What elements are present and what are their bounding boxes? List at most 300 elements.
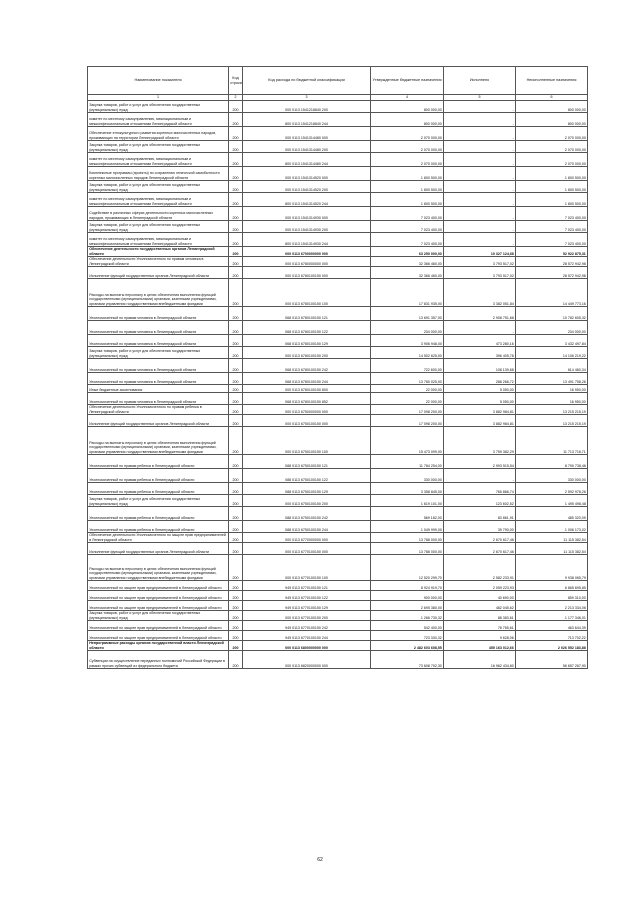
row-name: Закупка товаров, работ и услуг для обеспечения государственных (муниципальных) нужд: [88, 101, 229, 113]
row-line-code: 200: [229, 181, 243, 193]
row-name: Расходы на выплаты персоналу в целях обеспечения выполнения функций государственными (муниципальными) органами, казенными учреждениями, органами управления государственными внебюджетными фондами: [88, 279, 229, 307]
row-approved-amount: 1 800 500,00: [371, 167, 444, 181]
table-row: [88, 141, 588, 153]
table-header-row: [88, 67, 588, 95]
row-executed-amount: 9 628,06: [444, 631, 516, 641]
row-unexecuted-amount: 52 922 875,31: [516, 247, 588, 257]
row-executed-amount: 288 266,72: [444, 373, 516, 385]
table-row: [88, 533, 588, 543]
row-approved-amount: 900 000,00: [371, 591, 444, 601]
row-line-code: 200: [229, 507, 243, 521]
table-row: [88, 335, 588, 347]
row-budget-code: 000 0113 6770000000 000: [243, 533, 371, 543]
row-budget-code: 000 0113 6780000000 000: [243, 257, 371, 267]
row-executed-amount: 2 582 233,91: [444, 555, 516, 581]
row-approved-amount: 17 098 200,00: [371, 415, 444, 427]
row-unexecuted-amount: 1 800 500,00: [516, 193, 588, 207]
row-budget-code: 000 0113 1541314930 000: [243, 207, 371, 221]
row-executed-amount: 3 882 984,81: [444, 405, 516, 415]
row-approved-amount: 569 182,00: [371, 507, 444, 521]
row-name: Закупка товаров, работ и услуг для обеспечения государственных (муниципальных) нужд: [88, 181, 229, 193]
row-approved-amount: 13 691 357,00: [371, 307, 444, 321]
row-budget-code: 088 0113 6750100150 122: [243, 469, 371, 483]
row-budget-code: 949 0113 6770100150 122: [243, 591, 371, 601]
table-row: [88, 307, 588, 321]
row-unexecuted-amount: 2 070 000,00: [516, 127, 588, 141]
row-line-code: 200: [229, 611, 243, 621]
table-row: [88, 101, 588, 113]
row-line-code: 200: [229, 233, 243, 247]
table-row: [88, 483, 588, 495]
row-name: Обеспечение этнокультурного развития коренных малочисленных народов, проживающих на территории Ленинградской области: [88, 127, 229, 141]
row-name: Непрограммные расходы органов государственной власти Ленинградской области: [88, 641, 229, 651]
row-executed-amount: 3 793 517,02: [444, 267, 516, 279]
row-budget-code: 000 0113 6700000000 000: [243, 247, 371, 257]
row-name: Уполномоченный по правам ребенка в Ленинградской области: [88, 469, 229, 483]
row-budget-code: 000 0113 1541314930 200: [243, 221, 371, 233]
row-line-code: 200: [229, 469, 243, 483]
row-line-code: 200: [229, 385, 243, 393]
row-unexecuted-amount: 7 023 400,00: [516, 221, 588, 233]
row-approved-amount: 13 788 000,00: [371, 543, 444, 555]
row-approved-amount: 8 924 919,70: [371, 581, 444, 591]
row-name: Уполномоченный по правам ребенка в Ленинградской области: [88, 455, 229, 469]
row-budget-code: 000 0113 6780100150 100: [243, 279, 371, 307]
row-budget-code: 800 0113 1541314930 244: [243, 233, 371, 247]
row-budget-code: 800 0113 1541314480 244: [243, 153, 371, 167]
row-line-code: 200: [229, 427, 243, 455]
row-line-code: 200: [229, 347, 243, 359]
table-row: [88, 257, 588, 267]
table-row: [88, 611, 588, 621]
row-name: Закупка товаров, работ и услуг для обеспечения государственных (муниципальных) нужд: [88, 611, 229, 621]
row-line-code: 200: [229, 321, 243, 335]
row-approved-amount: 330 000,00: [371, 469, 444, 483]
row-unexecuted-amount: 10 782 605,32: [516, 307, 588, 321]
row-executed-amount: -: [444, 207, 516, 221]
row-executed-amount: 83 861,91: [444, 507, 516, 521]
row-unexecuted-amount: 16 950,00: [516, 385, 588, 393]
row-name: Исполнение функций государственных органов Ленинградской области: [88, 415, 229, 427]
row-name: Уполномоченный по защите прав предпринимателей в Ленинградской области: [88, 591, 229, 601]
row-approved-amount: 22 000,00: [371, 385, 444, 393]
row-approved-amount: 22 000,00: [371, 393, 444, 405]
row-line-code: 200: [229, 307, 243, 321]
row-line-code: 200: [229, 221, 243, 233]
row-line-code: 200: [229, 247, 243, 257]
table-row: [88, 651, 588, 669]
table-row: [88, 393, 588, 405]
row-executed-amount: 5 050,00: [444, 393, 516, 405]
row-approved-amount: 1 800 500,00: [371, 181, 444, 193]
row-unexecuted-amount: 6 865 695,85: [516, 581, 588, 591]
row-line-code: 200: [229, 279, 243, 307]
header-budget-code: Код расхода по бюджетной классификации: [243, 67, 371, 95]
row-line-code: 200: [229, 153, 243, 167]
table-row: [88, 621, 588, 631]
row-name: Исполнение функций государственных органов Ленинградской области: [88, 543, 229, 555]
row-approved-amount: 32 366 460,00: [371, 257, 444, 267]
row-line-code: 200: [229, 127, 243, 141]
row-budget-code: 088 0113 6750100150 121: [243, 455, 371, 469]
row-name: комитет по местному самоуправлению, межнациональным и межконфессиональным отношениям Ленинградской области: [88, 193, 229, 207]
table-row: [88, 521, 588, 533]
row-budget-code: 000 0113 6780100150 200: [243, 347, 371, 359]
row-approved-amount: 2 695 380,00: [371, 601, 444, 611]
row-approved-amount: 17 098 200,00: [371, 405, 444, 415]
row-unexecuted-amount: 13 491 758,28: [516, 373, 588, 385]
row-approved-amount: 15 473 099,00: [371, 427, 444, 455]
row-budget-code: 000 0113 1541314480 200: [243, 141, 371, 153]
row-name: Закупка товаров, работ и услуг для обеспечения государственных (муниципальных) нужд: [88, 495, 229, 507]
row-line-code: 200: [229, 373, 243, 385]
row-executed-amount: -: [444, 193, 516, 207]
row-name: Уполномоченный по правам человека в Ленинградской области: [88, 335, 229, 347]
table-row: [88, 233, 588, 247]
row-unexecuted-amount: 463 644,39: [516, 621, 588, 631]
row-unexecuted-amount: 330 000,00: [516, 469, 588, 483]
row-executed-amount: -: [444, 101, 516, 113]
column-number: 3: [243, 95, 371, 101]
row-unexecuted-amount: 14 449 773,16: [516, 279, 588, 307]
row-name: Обеспечение деятельности государственных органов Ленинградской области: [88, 247, 229, 257]
row-executed-amount: 5 050,00: [444, 385, 516, 393]
row-line-code: 200: [229, 455, 243, 469]
row-budget-code: 000 0113 6750100150 000: [243, 415, 371, 427]
row-unexecuted-amount: 7 023 400,00: [516, 207, 588, 221]
table-row: [88, 321, 588, 335]
row-budget-code: 000 0113 6770100150 000: [243, 543, 371, 555]
row-line-code: 200: [229, 267, 243, 279]
row-budget-code: 068 0113 6780100150 244: [243, 373, 371, 385]
row-budget-code: 000 0113 1541218840 200: [243, 101, 371, 113]
row-budget-code: 000 0113 6820000000 000: [243, 651, 371, 669]
table-row: [88, 153, 588, 167]
row-name: Закупка товаров, работ и услуг для обеспечения государственных (муниципальных) нужд: [88, 221, 229, 233]
row-unexecuted-amount: 14 106 219,22: [516, 347, 588, 359]
row-executed-amount: 455 163 012,66: [444, 641, 516, 651]
row-name: Уполномоченный по правам ребенка в Ленинградской области: [88, 507, 229, 521]
row-executed-amount: 396 405,78: [444, 347, 516, 359]
row-name: Расходы на выплаты персоналу в целях обеспечения выполнения функций государственными (муниципальными) органами, казенными учреждениями, органами управления государственными внебюджетными фондами: [88, 427, 229, 455]
row-approved-amount: 63 250 000,00: [371, 247, 444, 257]
row-name: Закупка товаров, работ и услуг для обеспечения государственных (муниципальных) нужд: [88, 347, 229, 359]
table-row: [88, 427, 588, 455]
row-unexecuted-amount: 614 460,34: [516, 359, 588, 373]
row-approved-amount: 1 619 101,00: [371, 495, 444, 507]
row-name: Уполномоченный по правам ребенка в Ленинградской области: [88, 521, 229, 533]
table-row: [88, 385, 588, 393]
column-number: 2: [229, 95, 243, 101]
row-line-code: 200: [229, 591, 243, 601]
row-budget-code: 088 0113 6750100150 129: [243, 483, 371, 495]
row-unexecuted-amount: 2 592 978,26: [516, 483, 588, 495]
row-budget-code: 000 0113 1541314520 000: [243, 167, 371, 181]
row-executed-amount: -: [444, 233, 516, 247]
row-approved-amount: 73 608 702,30: [371, 651, 444, 669]
row-executed-amount: 473 280,16: [444, 335, 516, 347]
row-approved-amount: 3 358 845,00: [371, 483, 444, 495]
row-approved-amount: 1 266 730,32: [371, 611, 444, 621]
row-line-code: 200: [229, 533, 243, 543]
row-approved-amount: 3 906 948,00: [371, 335, 444, 347]
row-unexecuted-amount: 2 213 334,06: [516, 601, 588, 611]
row-executed-amount: 39 790,00: [444, 521, 516, 533]
row-budget-code: 068 0113 6780100150 122: [243, 321, 371, 335]
row-unexecuted-amount: 1 800 500,00: [516, 181, 588, 193]
row-budget-code: 068 0113 6780100150 129: [243, 335, 371, 347]
row-budget-code: 949 0113 6770100150 121: [243, 581, 371, 591]
row-budget-code: 000 0113 6770100150 200: [243, 611, 371, 621]
row-line-code: 200: [229, 415, 243, 427]
row-budget-code: 000 0113 1541314520 200: [243, 181, 371, 193]
row-name: Расходы на выплаты персоналу в целях обеспечения выполнения функций государственными (муниципальными) органами, казенными учреждениями, органами управления государственными внебюджетными фондами: [88, 555, 229, 581]
row-line-code: 200: [229, 193, 243, 207]
row-executed-amount: 88 383,61: [444, 611, 516, 621]
row-approved-amount: 1 049 999,00: [371, 521, 444, 533]
table-row: [88, 267, 588, 279]
row-executed-amount: 3 793 517,02: [444, 257, 516, 267]
table-row: [88, 359, 588, 373]
row-executed-amount: 3 882 984,81: [444, 415, 516, 427]
header-approved: Утвержденные бюджетные назначения: [371, 67, 444, 95]
row-executed-amount: -: [444, 153, 516, 167]
row-executed-amount: -: [444, 167, 516, 181]
row-approved-amount: 542 400,00: [371, 621, 444, 631]
row-executed-amount: 108 139,68: [444, 359, 516, 373]
row-name: Уполномоченный по защите прав предпринимателей в Ленинградской области: [88, 621, 229, 631]
row-approved-amount: 13 780 025,00: [371, 373, 444, 385]
row-unexecuted-amount: 485 320,09: [516, 507, 588, 521]
row-line-code: 200: [229, 405, 243, 415]
row-approved-amount: 800 000,00: [371, 113, 444, 127]
row-line-code: 200: [229, 543, 243, 555]
row-budget-code: 000 0113 6780100150 000: [243, 267, 371, 279]
row-budget-code: 800 0113 1541314520 244: [243, 193, 371, 207]
budget-report-sheet: [87, 66, 587, 669]
row-executed-amount: 2 908 751,68: [444, 307, 516, 321]
row-executed-amount: 2 670 617,46: [444, 543, 516, 555]
row-approved-amount: 14 502 625,00: [371, 347, 444, 359]
row-budget-code: 000 0113 1541314480 000: [243, 127, 371, 141]
row-executed-amount: -: [444, 113, 516, 127]
table-row: [88, 405, 588, 415]
row-name: комитет по местному самоуправлению, межнациональным и межконфессиональным отношениям Ленинградской области: [88, 153, 229, 167]
row-approved-amount: 7 023 400,00: [371, 221, 444, 233]
table-row: [88, 601, 588, 611]
row-executed-amount: 10 327 124,68: [444, 247, 516, 257]
row-unexecuted-amount: 28 572 942,98: [516, 257, 588, 267]
row-name: Субвенции на осуществление переданных полномочий Российской Федерации в рамках прочих субвенций из федерального бюджета: [88, 651, 229, 669]
row-budget-code: 000 0113 6750100150 200: [243, 495, 371, 507]
row-name: Уполномоченный по защите прав предпринимателей в Ленинградской области: [88, 581, 229, 591]
row-budget-code: 949 0113 6770100150 242: [243, 621, 371, 631]
row-unexecuted-amount: 800 000,00: [516, 101, 588, 113]
row-name: комитет по местному самоуправлению, межнациональным и межконфессиональным отношениям Ленинградской области: [88, 233, 229, 247]
row-name: Уполномоченный по правам человека в Ленинградской области: [88, 393, 229, 405]
row-unexecuted-amount: 28 572 942,98: [516, 267, 588, 279]
row-line-code: 200: [229, 651, 243, 669]
row-budget-code: 000 0113 6750000000 000: [243, 405, 371, 415]
row-name: Обеспечение деятельности Уполномоченного по правам человека в Ленинградской области: [88, 257, 229, 267]
table-row: [88, 221, 588, 233]
table-row: [88, 469, 588, 483]
row-name: Уполномоченный по правам человека в Ленинградской области: [88, 373, 229, 385]
row-approved-amount: 800 000,00: [371, 101, 444, 113]
row-executed-amount: 2 059 223,93: [444, 581, 516, 591]
row-unexecuted-amount: 234 000,00: [516, 321, 588, 335]
table-row: [88, 641, 588, 651]
row-line-code: 200: [229, 101, 243, 113]
table-row: [88, 347, 588, 359]
row-name: Обеспечение деятельности Уполномоченного по правам ребенка в Ленинградской области: [88, 405, 229, 415]
row-name: Уполномоченный по правам человека в Ленинградской области: [88, 359, 229, 373]
header-line-code: Код строки: [229, 67, 243, 95]
row-unexecuted-amount: 3 432 497,84: [516, 335, 588, 347]
row-executed-amount: -: [444, 181, 516, 193]
column-number: 6: [516, 95, 588, 101]
row-approved-amount: 1 800 500,00: [371, 193, 444, 207]
budget-execution-table: [87, 66, 588, 669]
table-row: [88, 113, 588, 127]
row-name: Содействие в различных сферах деятельности коренных малочисленных народов, проживающих в Ленинградской области: [88, 207, 229, 221]
row-approved-amount: 2 070 000,00: [371, 141, 444, 153]
table-row: [88, 555, 588, 581]
table-row: [88, 373, 588, 385]
row-line-code: 200: [229, 483, 243, 495]
row-name: Обеспечение деятельности Уполномоченного по защите прав предпринимателей в Ленинградской области: [88, 533, 229, 543]
table-body: [88, 101, 588, 669]
row-approved-amount: 11 784 254,00: [371, 455, 444, 469]
row-line-code: 200: [229, 167, 243, 181]
row-executed-amount: 3 759 382,29: [444, 427, 516, 455]
row-line-code: 200: [229, 581, 243, 591]
row-executed-amount: -: [444, 469, 516, 483]
table-row: [88, 167, 588, 181]
row-name: Уполномоченный по правам человека в Ленинградской области: [88, 307, 229, 321]
row-budget-code: 088 0113 6750100150 244: [243, 521, 371, 533]
row-approved-amount: 234 000,00: [371, 321, 444, 335]
row-unexecuted-amount: 800 000,00: [516, 113, 588, 127]
row-approved-amount: 723 330,32: [371, 631, 444, 641]
row-executed-amount: -: [444, 127, 516, 141]
row-name: Уполномоченный по защите прав предпринимателей в Ленинградской области: [88, 631, 229, 641]
row-executed-amount: 40 690,00: [444, 591, 516, 601]
row-budget-code: 000 0113 6800000000 000: [243, 641, 371, 651]
table-row: [88, 279, 588, 307]
row-line-code: 200: [229, 113, 243, 127]
row-approved-amount: 722 600,00: [371, 359, 444, 373]
table-row: [88, 415, 588, 427]
table-row: [88, 581, 588, 591]
row-unexecuted-amount: 7 023 400,00: [516, 233, 588, 247]
row-budget-code: 000 0113 6770100150 100: [243, 555, 371, 581]
row-executed-amount: 2 670 617,46: [444, 533, 516, 543]
row-unexecuted-amount: 11 115 382,54: [516, 543, 588, 555]
row-unexecuted-amount: 11 713 716,71: [516, 427, 588, 455]
row-executed-amount: -: [444, 141, 516, 153]
row-line-code: 200: [229, 521, 243, 533]
row-approved-amount: 2 070 000,00: [371, 127, 444, 141]
row-unexecuted-amount: 1 177 346,01: [516, 611, 588, 621]
row-line-code: 200: [229, 621, 243, 631]
row-unexecuted-amount: 1 800 500,00: [516, 167, 588, 181]
table-row: [88, 127, 588, 141]
table-row: [88, 207, 588, 221]
row-name: Закупка товаров, работ и услуг для обеспечения государственных (муниципальных) нужд: [88, 141, 229, 153]
row-unexecuted-amount: 859 310,00: [516, 591, 588, 601]
row-line-code: 200: [229, 141, 243, 153]
row-name: Уполномоченный по правам человека в Ленинградской области: [88, 321, 229, 335]
row-approved-amount: 7 023 400,00: [371, 207, 444, 221]
row-line-code: 200: [229, 257, 243, 267]
row-approved-amount: 17 831 935,00: [371, 279, 444, 307]
row-approved-amount: 32 366 460,00: [371, 267, 444, 279]
row-unexecuted-amount: 2 070 000,00: [516, 141, 588, 153]
row-unexecuted-amount: 56 657 267,90: [516, 651, 588, 669]
row-unexecuted-amount: 2 070 000,00: [516, 153, 588, 167]
column-number: 4: [371, 95, 444, 101]
row-name: Исполнение функций государственных органов Ленинградской области: [88, 267, 229, 279]
table-row: [88, 181, 588, 193]
row-line-code: 200: [229, 631, 243, 641]
row-name: Иные бюджетные ассигнования: [88, 385, 229, 393]
row-budget-code: 000 0113 6750100150 100: [243, 427, 371, 455]
row-budget-code: 068 0113 6780100150 242: [243, 359, 371, 373]
row-executed-amount: 482 045,62: [444, 601, 516, 611]
table-row: [88, 455, 588, 469]
row-executed-amount: 78 765,61: [444, 621, 516, 631]
row-unexecuted-amount: 16 950,00: [516, 393, 588, 405]
row-approved-amount: 2 482 603 608,55: [371, 641, 444, 651]
table-row: [88, 193, 588, 207]
table-row: [88, 495, 588, 507]
table-row: [88, 507, 588, 521]
table-row: [88, 247, 588, 257]
row-executed-amount: 765 866,74: [444, 483, 516, 495]
table-row: [88, 591, 588, 601]
row-approved-amount: 12 520 299,70: [371, 555, 444, 581]
row-unexecuted-amount: 1 006 173,02: [516, 521, 588, 533]
header-name: Наименование показателя: [88, 67, 229, 95]
header-unexecuted: Неисполненные назначения: [516, 67, 588, 95]
column-number: 1: [88, 95, 229, 101]
table-row: [88, 543, 588, 555]
row-unexecuted-amount: 11 115 382,54: [516, 533, 588, 543]
row-line-code: 200: [229, 335, 243, 347]
row-unexecuted-amount: 13 215 215,19: [516, 415, 588, 427]
row-unexecuted-amount: 13 215 215,19: [516, 405, 588, 415]
row-budget-code: 949 0113 6770100150 129: [243, 601, 371, 611]
row-approved-amount: 2 070 000,00: [371, 153, 444, 167]
row-approved-amount: 13 788 000,00: [371, 533, 444, 543]
table-row: [88, 631, 588, 641]
row-name: Комплексные программы (проекты) по сохранению этнической самобытности коренных малочисленных народов Ленинградской области: [88, 167, 229, 181]
row-budget-code: 949 0113 6770100150 244: [243, 631, 371, 641]
row-name: Уполномоченный по защите прав предпринимателей в Ленинградской области: [88, 601, 229, 611]
row-approved-amount: 7 023 400,00: [371, 233, 444, 247]
row-name: Уполномоченный по правам ребенка в Ленинградской области: [88, 483, 229, 495]
row-unexecuted-amount: 8 790 738,46: [516, 455, 588, 469]
row-executed-amount: -: [444, 321, 516, 335]
row-unexecuted-amount: 1 495 498,48: [516, 495, 588, 507]
row-executed-amount: 123 602,52: [444, 495, 516, 507]
column-number: 5: [444, 95, 516, 101]
row-line-code: 200: [229, 555, 243, 581]
row-line-code: 200: [229, 207, 243, 221]
row-executed-amount: 3 382 051,84: [444, 279, 516, 307]
row-line-code: 200: [229, 495, 243, 507]
